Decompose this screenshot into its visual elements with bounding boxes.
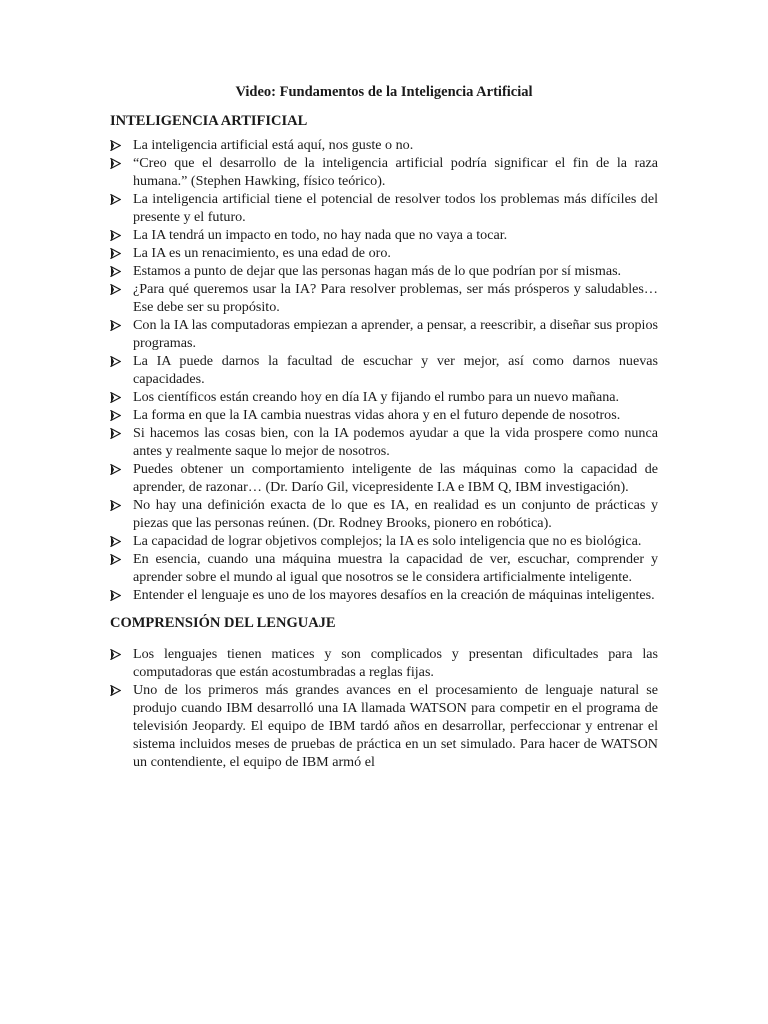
list-item-text: Los lenguajes tienen matices y son complicados y presentan dificultades para las computadoras que están acostumbradas a reglas fijas. (133, 646, 658, 680)
list-item-text: La capacidad de lograr objetivos complejos; la IA es solo inteligencia que no es biológica. (133, 533, 642, 549)
list-item (110, 388, 658, 406)
bullet-list (110, 645, 658, 771)
list-item (110, 550, 658, 586)
list-item (110, 244, 658, 262)
document-title: Video: Fundamentos de la Inteligencia Artificial (235, 84, 533, 100)
list-item-text: La forma en que la IA cambia nuestras vidas ahora y en el futuro depende de nosotros. (133, 407, 621, 423)
list-item-text: Entender el lenguaje es uno de los mayores desafíos en la creación de máquinas inteligentes. (133, 587, 655, 603)
list-item (110, 352, 658, 388)
arrowhead-bullet-icon (110, 550, 124, 568)
list-item (110, 424, 658, 460)
list-item-text: Con la IA las computadoras empiezan a aprender, a pensar, a reescribir, a diseñar sus propios programas. (133, 317, 658, 351)
list-item (110, 280, 658, 316)
list-item-text: Puedes obtener un comportamiento inteligente de las máquinas como la capacidad de aprender, de razonar… (Dr. Darío Gil, vicepresidente I.A e IBM Q, IBM investigación). (133, 461, 658, 495)
list-item (110, 532, 658, 550)
list-item-text: La inteligencia artificial tiene el potencial de resolver todos los problemas más difíciles del presente y el futuro. (133, 191, 658, 225)
document-page (110, 82, 658, 771)
list-item (110, 681, 658, 771)
list-item-text: En esencia, cuando una máquina muestra la capacidad de ver, escuchar, comprender y aprender sobre el mundo al igual que nosotros se le considera artificialmente inteligente. (133, 551, 658, 585)
list-item (110, 136, 658, 154)
list-item (110, 154, 658, 190)
arrowhead-bullet-icon (110, 262, 124, 280)
list-item (110, 460, 658, 496)
list-item (110, 586, 658, 604)
arrowhead-bullet-icon (110, 496, 124, 514)
arrowhead-bullet-icon (110, 645, 124, 663)
list-item-text: La IA tendrá un impacto en todo, no hay nada que no vaya a tocar. (133, 227, 508, 243)
arrowhead-bullet-icon (110, 154, 124, 172)
arrowhead-bullet-icon (110, 388, 124, 406)
list-item-text: Si hacemos las cosas bien, con la IA podemos ayudar a que la vida prospere como nunca antes y realmente saque lo mejor de nosotros. (133, 425, 658, 459)
arrowhead-bullet-icon (110, 406, 124, 424)
list-item-text: La IA es un renacimiento, es una edad de oro. (133, 245, 391, 261)
bullet-list (110, 136, 658, 604)
list-item-text: Estamos a punto de dejar que las personas hagan más de lo que podrían por sí mismas. (133, 263, 622, 279)
arrowhead-bullet-icon (110, 316, 124, 334)
arrowhead-bullet-icon (110, 424, 124, 442)
section-heading: COMPRENSIÓN DEL LENGUAJE (110, 615, 336, 631)
list-item (110, 316, 658, 352)
section-inteligencia-artificial (110, 112, 658, 604)
list-item-text: Uno de los primeros más grandes avances en el procesamiento de lenguaje natural se produjo cuando IBM desarrolló una IA llamada WATSON para competir en el programa de televisión Jeopardy. El equipo de IBM tardó años en desarrollar, perfeccionar y entrenar el sistema incluidos meses de pruebas de práctica en un set simulado. Para hacer de WATSON un contendiente, el equipo de IBM armó el (133, 682, 658, 770)
list-item-text: No hay una definición exacta de lo que es IA, en realidad es un conjunto de prácticas y piezas que las personas reúnen. (Dr. Rodney Brooks, pionero en robótica). (133, 497, 658, 531)
list-item (110, 645, 658, 681)
arrowhead-bullet-icon (110, 136, 124, 154)
arrowhead-bullet-icon (110, 460, 124, 478)
section-heading: INTELIGENCIA ARTIFICIAL (110, 113, 308, 129)
list-item-text: “Creo que el desarrollo de la inteligencia artificial podría significar el fin de la raza humana.” (Stephen Hawking, físico teórico). (133, 155, 658, 189)
arrowhead-bullet-icon (110, 352, 124, 370)
arrowhead-bullet-icon (110, 280, 124, 298)
list-item (110, 496, 658, 532)
arrowhead-bullet-icon (110, 190, 124, 208)
arrowhead-bullet-icon (110, 681, 124, 699)
list-item-text: La IA puede darnos la facultad de escuchar y ver mejor, así como darnos nuevas capacidades. (133, 353, 658, 387)
section-comprension-del-lenguaje (110, 614, 658, 771)
arrowhead-bullet-icon (110, 244, 124, 262)
list-item-text: La inteligencia artificial está aquí, nos guste o no. (133, 137, 414, 153)
arrowhead-bullet-icon (110, 532, 124, 550)
list-item (110, 406, 658, 424)
list-item (110, 190, 658, 226)
list-item (110, 262, 658, 280)
list-item-text: ¿Para qué queremos usar la IA? Para resolver problemas, ser más prósperos y saludables… Ese debe ser su propósito. (133, 281, 658, 315)
list-item-text: Los científicos están creando hoy en día IA y fijando el rumbo para un nuevo mañana. (133, 389, 620, 405)
arrowhead-bullet-icon (110, 586, 124, 604)
list-item (110, 226, 658, 244)
arrowhead-bullet-icon (110, 226, 124, 244)
